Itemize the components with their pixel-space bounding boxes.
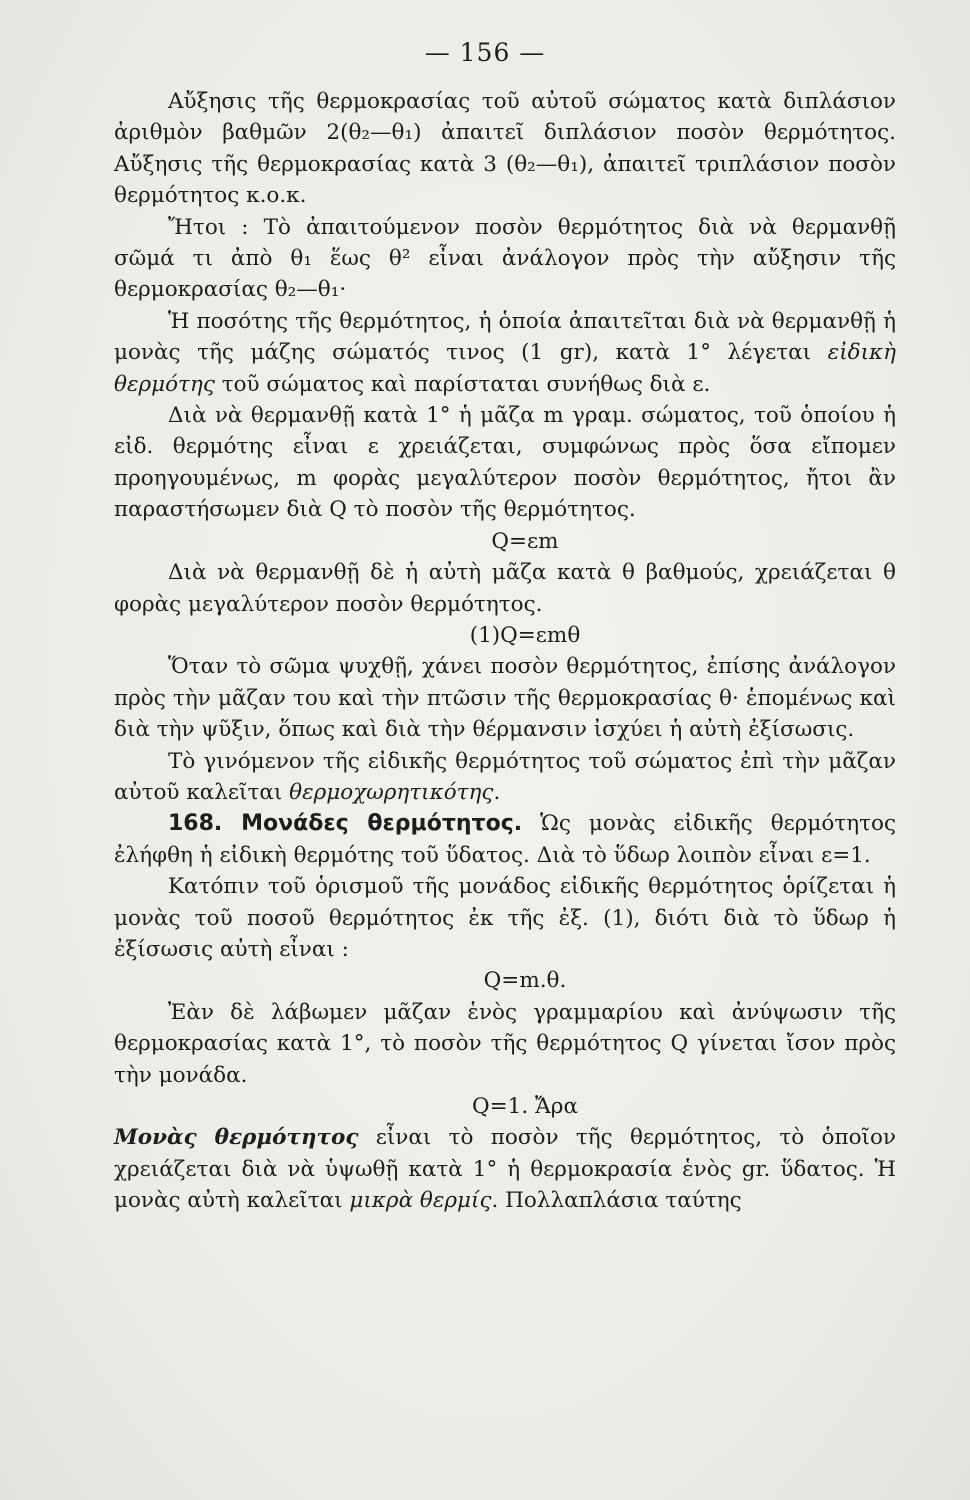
definition-term: Μονὰς θερμότητος [114, 1125, 359, 1151]
section-heading: 168. Μονάδες θερμότητος. [168, 811, 523, 837]
paragraph: Κατόπιν τοῦ ὁρισμοῦ τῆς μονάδος εἰδικῆς θερμότητος ὁρίζεται ἡ μονὰς τοῦ ποσοῦ θερμότητος ἐκ τῆς ἐξ. (1), διότι διὰ τὸ ὕδωρ ἡ ἐξίσωσις αὐτὴ εἶναι : [114, 874, 896, 962]
paragraph: Τὸ γινόμενον τῆς εἰδικῆς θερμότητος τοῦ σώματος ἐπὶ τὴν μᾶζαν αὐτοῦ καλεῖται θερμοχωρητικότης. [114, 748, 896, 805]
paragraph: Διὰ νὰ θερμανθῇ κατὰ 1° ἡ μᾶζα m γραμ. σώματος, τοῦ ὁποίου ἡ εἰδ. θερμότης εἶναι ε χρειάζεται, συμφώνως πρὸς ὅσα εἴπομεν προηγουμένως, m φορὰς μεγαλύτερον ποσὸν θερμότητος, ἤτοι ἂν παραστήσωμεν διὰ Q τὸ ποσὸν τῆς θερμότητος. [114, 403, 896, 523]
term-small-calorie: μικρὰ θερμίς [349, 1188, 492, 1214]
paragraph: Ἤτοι : Τὸ ἀπαιτούμενον ποσὸν θερμότητος διὰ νὰ θερμανθῇ σῶμά τι ἀπὸ θ₁ ἕως θ² εἶναι ἀνάλογον πρὸς τὴν αὔξησιν τῆς θερμοκρασίας θ₂—θ₁· [114, 214, 896, 303]
definition-paragraph: Μονὰς θερμότητος εἶναι τὸ ποσὸν τῆς θερμότητος, τὸ ὁποῖον χρειάζεται διὰ νὰ ὑψωθῇ κατὰ 1° ἡ θερμοκρασία ἑνὸς gr. ὕδατος. Ἡ μονὰς αὐτὴ καλεῖται μικρὰ θερμίς. Πολλαπλάσια ταύτης [114, 1125, 896, 1214]
body-text [114, 86, 896, 1217]
paragraph: Ὅταν τὸ σῶμα ψυχθῇ, χάνει ποσὸν θερμότητος, ἐπίσης ἀνάλογον πρὸς τὴν μᾶζαν του καὶ τὴν πτῶσιν τῆς θερμοκρασίας θ· ἑπομένως καὶ διὰ τὴν ψῦξιν, ὅπως καὶ διὰ τὴν θέρμανσιν ἰσχύει ἡ αὐτὴ ἐξίσωσις. [114, 654, 896, 743]
paragraph: Ἡ ποσότης τῆς θερμότητος, ἡ ὁποία ἀπαιτεῖται διὰ νὰ θερμανθῇ ἡ μονὰς τῆς μάζης σώματός τινος (1 gr), κατὰ 1° λέγεται εἰδικὴ θερμότης τοῦ σώματος καὶ παρίσταται συνήθως διὰ ε. [114, 308, 896, 397]
page-number: — 156 — [424, 38, 546, 67]
equation: (1)Q=εmθ [469, 622, 581, 648]
equation: Q=εm [491, 528, 559, 554]
paragraph: Ἐὰν δὲ λάβωμεν μᾶζαν ἑνὸς γραμμαρίου καὶ ἀνύψωσιν τῆς θερμοκρασίας κατὰ 1°, τὸ ποσὸν τῆς θερμότητος Q γίνεται ἴσον πρὸς τὴν μονάδα. [114, 999, 896, 1088]
equation: Q=m.θ. [483, 968, 567, 994]
paragraph: Διὰ νὰ θερμανθῇ δὲ ἡ αὐτὴ μᾶζα κατὰ θ βαθμούς, χρειάζεται θ φορὰς μεγαλύτερον ποσὸν θερμότητος. [114, 560, 896, 617]
section-168: 168. Μονάδες θερμότητος. Ὡς μονὰς εἰδικῆς θερμότητος ἐλήφθη ἡ εἰδικὴ θερμότης τοῦ ὕδατος. Διὰ τὸ ὕδωρ λοιπὸν εἶναι ε=1. [114, 811, 896, 868]
equation: Q=1. Ἄρα [472, 1094, 578, 1119]
paragraph: Αὔξησις τῆς θερμοκρασίας τοῦ αὐτοῦ σώματος κατὰ διπλάσιον ἀριθμὸν βαθμῶν 2(θ₂—θ₁) ἀπαιτεῖ διπλάσιον ποσὸν θερμότητος. Αὔξησις τῆς θερμοκρασίας κατὰ 3 (θ₂—θ₁), ἀπαιτεῖ τριπλάσιον ποσὸν θερμότητος κ.ο.κ. [114, 89, 896, 209]
term-heat-capacity: θερμοχωρητικότης [289, 779, 494, 805]
term-specific-heat: εἰδικὴ θερμότης [114, 340, 896, 397]
